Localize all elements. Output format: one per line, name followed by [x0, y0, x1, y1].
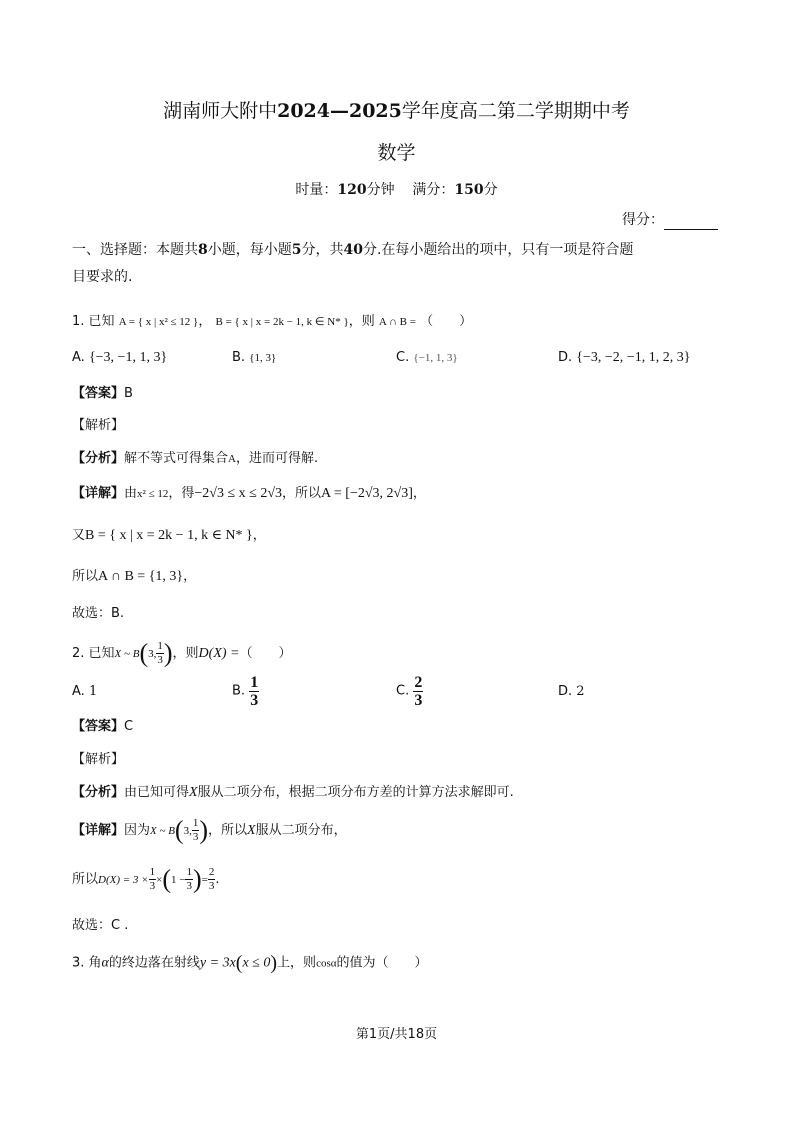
q2-lparen: (: [139, 638, 149, 668]
q2-detail-p-den: 3: [192, 831, 199, 843]
q2-stem: 2. 已知X ~ B(3, $\frac{1}{3}$ )，则D(X) =（ ）: [72, 638, 292, 668]
q2-fenxi: [72, 783, 514, 803]
q1-optC-label: C.: [396, 350, 410, 365]
q1-choose: 故选：B.: [72, 606, 125, 621]
q1-line3-b: ，: [183, 569, 197, 584]
q1-detail-a: 由: [124, 486, 138, 501]
q2-n: 3: [148, 648, 154, 660]
q1-line3: [72, 567, 196, 587]
q2-analysis-tag: 【解析】: [72, 752, 125, 767]
q1-ask: A ∩ B =: [378, 316, 416, 328]
q3-b: 上，则: [277, 955, 317, 971]
q1-tail: ，则: [348, 314, 375, 329]
q2-optB-frac: [249, 674, 259, 709]
q1-answer: [72, 384, 133, 404]
q2-fenxi-b: 服从二项分布，根据二项分布方差的计算方法求解即可.: [197, 785, 514, 800]
q2-optB-num: 1: [250, 674, 259, 691]
q2-optC-den: 3: [414, 692, 423, 709]
q2-answer-tag: 【答案】: [72, 719, 125, 734]
q2-detail-lparen: (: [174, 815, 184, 845]
q3-num: 3. 角: [72, 955, 102, 971]
q1-option-c[interactable]: [396, 348, 458, 368]
q1-detail-range: −2√3 ≤ x ≤ 2√3: [194, 486, 283, 501]
q1-fenxi-text: 解不等式可得集合: [124, 451, 229, 466]
s1-count: 8: [198, 242, 208, 258]
q1-setA: A = { x | x² ≤ 12 }: [118, 316, 199, 328]
q2-optD-value: 2: [576, 684, 585, 699]
q3-stem: [72, 953, 428, 974]
section1-line1: [72, 240, 633, 260]
score-unit: 分: [483, 182, 498, 198]
q2-optC-frac: [413, 674, 423, 709]
q3-alpha: α: [101, 955, 109, 971]
q2-line2-f1-den: 3: [149, 880, 156, 892]
q1-detail-d: ，: [412, 486, 426, 501]
q2-line2-rparen: ): [192, 864, 202, 894]
q2-line2-one: 1 −: [171, 874, 186, 886]
s1-b: 小题，每小题: [207, 242, 292, 258]
q2-answer: [72, 717, 133, 737]
q2-line2-f2-den: 3: [186, 880, 192, 892]
q1-line2-b: ，: [252, 528, 266, 543]
q2-detail-n: 3: [183, 825, 190, 837]
section1-line2: 目要求的.: [72, 269, 133, 285]
time-label: 时量：: [295, 182, 338, 198]
q1-line3-a: 所以: [72, 569, 99, 584]
q2-p: [156, 640, 164, 667]
q2-detail-a: 因为: [124, 823, 151, 838]
q2-line2-a: 所以: [72, 872, 99, 887]
q1-option-a[interactable]: [72, 348, 167, 368]
q1-detail-ineq: x² ≤ 12: [137, 488, 169, 500]
q1-line2-setB: B = { x | x = 2k − 1, k ∈ N* }: [85, 528, 253, 543]
q1-detail: [72, 484, 426, 504]
q1-detail-b: ，得: [168, 486, 195, 501]
q3-ray: y = 3x: [199, 955, 236, 971]
q2-optA-value: 1: [88, 684, 98, 699]
q1-analysis-tag: 【解析】: [72, 418, 125, 433]
title-prefix: 湖南师大附中: [163, 100, 278, 122]
q1-fenxi-var: A: [228, 453, 236, 465]
q2-option-c[interactable]: [396, 674, 423, 709]
q1-optB-value: {1, 3}: [249, 352, 277, 364]
q2-optB-label: B.: [232, 683, 246, 699]
page-footer: 第1页/共18页: [355, 1027, 438, 1042]
q1-optB-label: B.: [232, 350, 246, 365]
q2-optB-den: 3: [250, 692, 259, 709]
s1-a: 一、选择题：本题共: [72, 242, 198, 258]
q2-option-b[interactable]: [232, 674, 259, 709]
q1-detail-setA: A = [−2√3, 2√3]: [321, 486, 413, 501]
q2-line2-lhs: D(X) = 3 ×: [98, 874, 149, 886]
q2-detail-b: ，所以: [208, 823, 248, 838]
q2-fenxi-var: X: [189, 785, 198, 800]
q2-line2-f2-num: 1: [186, 866, 192, 878]
time-value: 120: [337, 182, 367, 198]
q1-setB: B = { x | x = 2k − 1, k ∈ N* }: [215, 316, 349, 328]
q2-tail: ，则: [172, 646, 199, 661]
q2-optC-num: 2: [414, 674, 423, 691]
q1-blank: （ ）: [420, 314, 473, 329]
q2-line2-frac1: [149, 866, 157, 893]
score-field-label: 得分：: [622, 212, 664, 228]
exam-meta: [0, 180, 793, 200]
q2-line2: [72, 866, 220, 893]
q1-option-d[interactable]: [558, 348, 690, 368]
q3-lparen: (: [235, 952, 243, 974]
q2-blank: （ ）: [239, 646, 292, 661]
q2-optD-label: D.: [558, 684, 573, 699]
time-unit: 分钟: [366, 182, 395, 198]
q1-fenxi-tag: 【分析】: [72, 451, 125, 466]
score-value: 150: [454, 182, 484, 198]
q2-fenxi-a: 由已知可得: [124, 785, 190, 800]
q2-p-den: 3: [157, 654, 163, 666]
q3-cond: x ≤ 0: [242, 955, 271, 971]
q2-line2-eq: =: [201, 874, 208, 886]
q2-line2-r-den: 3: [208, 880, 215, 892]
q2-detail-c: 服从二项分布，: [255, 823, 347, 838]
q2-num: 2. 已知: [72, 646, 115, 661]
q1-line2-a: 又: [72, 528, 86, 543]
q1-num: 1. 已知: [72, 314, 115, 329]
s1-d: 分.在每小题给出的项中，只有一项是符合题: [362, 242, 634, 258]
q2-option-d[interactable]: [558, 682, 585, 702]
q1-fenxi: [72, 449, 318, 469]
q1-optD-label: D.: [558, 350, 573, 365]
q3-a: 的终边落在射线: [108, 955, 200, 971]
q2-detail: 【详解】因为X ~ B(3, $\frac{1}{3}$ )，所以X服从二项分布，: [72, 815, 347, 845]
s1-total: 40: [343, 242, 363, 258]
q2-p-num: 1: [157, 640, 163, 652]
title-years: 2024—2025: [277, 100, 402, 122]
s1-each: 5: [291, 242, 302, 258]
q2-line2-lparen: (: [162, 864, 171, 894]
q3-rparen: ): [270, 952, 278, 974]
subject-title: 数学: [377, 142, 416, 164]
q1-fenxi-tail: ，进而可得解.: [235, 451, 319, 466]
q1-line3-result: A ∩ B = {1, 3}: [98, 569, 184, 584]
q2-line2-end: .: [215, 872, 220, 887]
q2-option-a[interactable]: [72, 682, 97, 702]
q1-optD-value: {−3, −2, −1, 1, 2, 3}: [576, 350, 691, 365]
q2-answer-value: C: [124, 719, 134, 734]
q2-optA-label: A.: [72, 684, 85, 699]
q2-line2-frac2: [185, 866, 193, 893]
q2-line2-r-num: 2: [208, 866, 215, 878]
q2-detail-dist: X ~ B: [150, 825, 175, 837]
q1-detail-tag: 【详解】: [72, 486, 125, 501]
score-blank[interactable]: [664, 215, 718, 230]
q1-optA-label: A.: [72, 350, 85, 365]
q2-rparen: ): [163, 638, 173, 668]
q1-optA-value: {−3, −1, 1, 3}: [88, 350, 168, 365]
q2-detail-rparen: ): [199, 815, 209, 845]
q2-line2-times: ×: [156, 874, 163, 886]
title-suffix: 学年度高二第二学期期中考: [401, 100, 630, 122]
q1-comma: ，: [198, 314, 212, 329]
q2-choose: 故选：C .: [72, 918, 129, 933]
q1-detail-c: ，所以: [282, 486, 322, 501]
q1-option-b[interactable]: [232, 348, 276, 368]
q2-fenxi-tag: 【分析】: [72, 785, 125, 800]
score-field: [622, 210, 718, 230]
q3-cos: cosα: [316, 957, 337, 970]
q1-answer-tag: 【答案】: [72, 386, 125, 401]
q1-line2: [72, 526, 266, 546]
q2-detail-p-num: 1: [192, 817, 199, 829]
q1-optC-value: {−1, 1, 3}: [413, 352, 458, 364]
q2-optC-label: C.: [396, 683, 410, 699]
q2-line2-f1-num: 1: [149, 866, 156, 878]
q2-detail-tag: 【详解】: [72, 823, 125, 838]
s1-c: 分，共: [301, 242, 344, 258]
page-title: [0, 98, 793, 124]
q2-dist: X ~ B: [114, 648, 140, 660]
q1-answer-value: B: [124, 386, 133, 401]
score-label: 满分：: [412, 182, 455, 198]
q3-c: 的值为（ ）: [336, 955, 428, 971]
q2-ask: D(X) =: [198, 646, 240, 661]
q1-stem: [72, 312, 472, 332]
q2-detail-var: X: [247, 823, 256, 838]
